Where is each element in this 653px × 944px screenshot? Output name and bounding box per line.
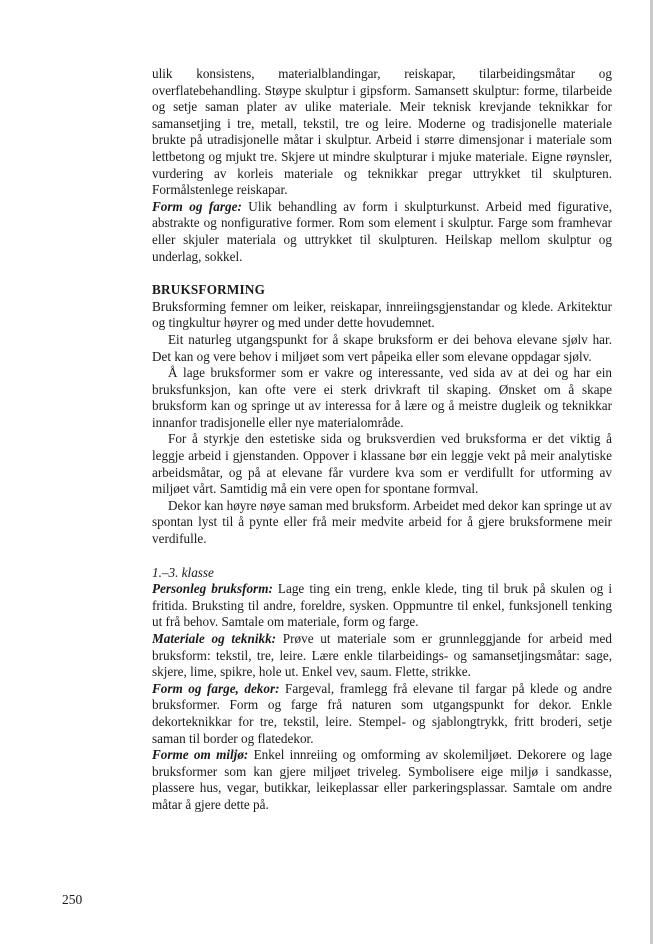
paragraph-intro: Bruksforming femner om leiker, reiskapar, innreiingsgjenstandar og klede. Arkitektur og tingkultur høyrer og med under dette hovudemnet.: [152, 298, 612, 331]
lead-forme-om-miljo: Forme om miljø:: [152, 747, 249, 763]
paragraph-form-colour: [152, 199, 612, 265]
lead-materiale-og-teknikk: Materiale og teknikk:: [152, 631, 277, 646]
text-personleg-bruksform: Lage ting ein treng, enkle klede, ting til bruk på skulen og i fritida. Bruksting til andre, foreldre, sysken. Oppmuntre til enkel, funksjonell tenking ut frå behov. Samtale om materiale, form og farge.: [152, 581, 612, 630]
paragraph-needs: Eit naturleg utgangspunkt for å skape bruksform er dei behova elevane sjølv har. Det kan og vere behov i miljøet som vert påpeika eller som elevane oppdagar sjølv.: [152, 331, 612, 364]
text-form-og-farge: Ulik behandling av form i skulpturkunst. Arbeid med figurative, abstrakte og nonfigurative former. Rom som element i skulptur. Farge som framhevar eller skjuler materiala og uttrykket til skulpturen. Heilskap mellom skulptur og underlag, sokkel.: [152, 198, 612, 264]
text-materiale-og-teknikk: Prøve ut materiale som er grunnleggjande for arbeid med bruksform: tekstil, tre, leire. Lære enkle tilarbeidings- og samansetjingsmåtar: sage, skjere, lime, spikre, hole ut. Enkel vev, saum. Flette, strikke.: [152, 631, 612, 680]
text-forme-om-miljo: Enkel innreiing og omforming av skolemiljøet. Dekorere og lage bruksformer som kan gjere miljøet triveleg. Symbolisere eige miljø i sandkasse, plassere hus, vegar, butikkar, leikeplassar eller parkeringsplassar. Samtale om andre måtar å gjere dette på.: [152, 747, 613, 812]
paragraph-motivation: Å lage bruksformer som er vakre og interessante, ved sida av at dei og har ein bruksfunksjon, kan ofte vere ei sterk drivkraft til skaping. Ønsket om å skape bruksform kan og springe ut av interessa for å lære og å meistre dugleik og teknikkar innanfor tradisjonelle eller nye materialområde.: [152, 365, 612, 430]
paragraph-personal-use: [152, 581, 612, 631]
lead-form-og-farge: Form og farge:: [152, 198, 242, 214]
paragraph-form-colour-decor: [152, 681, 612, 747]
section-heading: BRUKSFORMING: [152, 282, 266, 298]
section-spacer: [152, 548, 612, 565]
page-number: 250: [62, 892, 83, 907]
paragraph-environment: [152, 747, 612, 813]
lead-personleg-bruksform: Personleg bruksform:: [152, 581, 273, 597]
page-body: [152, 66, 612, 814]
paragraph-aesthetics: For å styrkje den estetiske sida og bruksverdien ved bruksforma er det viktig å leggje arbeid i gjenstanden. Oppover i klassane bør ein leggje vekt på meir analytiske arbeidsmåtar, og på at elevane får vurdere kva som er verdifullt for utforming av miljøet vårt. Samtidig må ein vere open for spontane formval.: [152, 431, 612, 497]
section-spacer: [152, 265, 612, 282]
grade-subheading: 1.–3. klasse: [152, 564, 214, 580]
paragraph-sculpture-materials: ulik konsistens, materialblandingar, reiskapar, tilarbeidingsmåtar og overflatebehandling. Støype skulptur i gipsform. Samansett skulptur: forme, tilarbeide og setje saman plater av ulike materiale. Meir teknisk krevjande teknikkar for samansetjing i tre, metall, tekstil, tre og leire. Moderne og tradisjonelle materiale brukte på utradisjonelle måtar i skulptur. Arbeid i større dimensjonar i materiale som lettbetong og mjukt tre. Skjere ut mindre skulpturar i mjuke materiale. Eigne røynsler, vurdering av korleis materiale og teknikkar pregar uttrykket til skulpturen. Formålstenlege reiskapar.: [152, 66, 612, 198]
paragraph-decor: Dekor kan høyre nøye saman med bruksform. Arbeidet med dekor kan springe ut av spontan lyst til å pynte eller frå meir medvite arbeid for å gjere bruksformene meir verdifulle.: [152, 497, 612, 547]
lead-form-og-farge-dekor: Form og farge, dekor:: [152, 680, 280, 696]
text-form-og-farge-dekor: Fargeval, framlegg frå elevane til fargar på klede og andre bruksformer. Form og farge frå naturen som utgangspunkt for dekor. Enkle dekorteknikkar for tre, tekstil, leire. Stempel- og sjablongtrykk, fritt broderi, setje saman til border og flatedekor.: [152, 680, 612, 746]
paragraph-material-technique: [152, 631, 612, 681]
